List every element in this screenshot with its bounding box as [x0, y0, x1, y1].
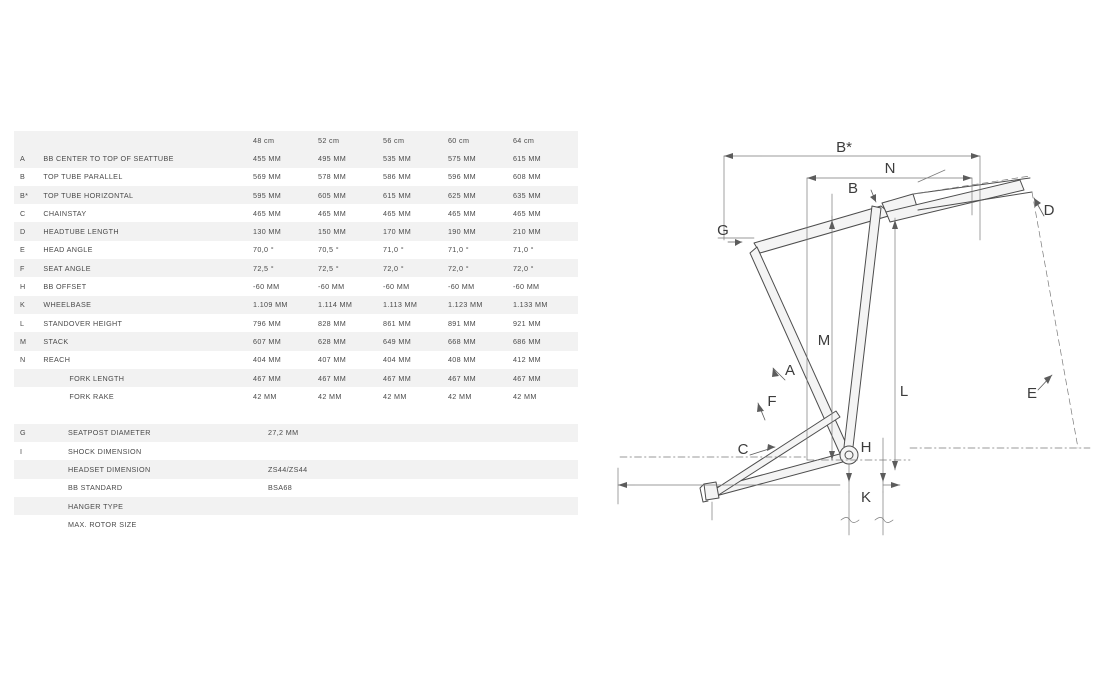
table-row: [14, 222, 578, 240]
row-value: 796 MM: [253, 314, 318, 332]
row-code: D: [14, 222, 43, 240]
row-value: 408 MM: [448, 351, 513, 369]
spacer-cell: [14, 405, 578, 423]
row-value: 404 MM: [253, 351, 318, 369]
row-value: 72,0 °: [383, 259, 448, 277]
label-a: A: [784, 362, 796, 379]
table-row: [14, 314, 578, 332]
row-value: 42 MM: [318, 387, 383, 405]
row-value: 1.133 MM: [513, 296, 578, 314]
row-code: [14, 497, 42, 515]
header-code: [14, 131, 43, 149]
row-label: HANGER TYPE: [42, 497, 268, 515]
header-label: [43, 131, 253, 149]
table-row: [14, 241, 578, 259]
row-value: 70,5 °: [318, 241, 383, 259]
row-code: F: [14, 259, 43, 277]
row-value: 467 MM: [448, 369, 513, 387]
row-value: 668 MM: [448, 332, 513, 350]
table-body-secondary: [14, 424, 578, 534]
label-d: D: [1043, 202, 1055, 219]
geometry-table-main: [14, 131, 578, 424]
row-label: FORK RAKE: [43, 387, 253, 405]
row-value: 605 MM: [318, 186, 383, 204]
row-label: TOP TUBE HORIZONTAL: [43, 186, 253, 204]
table-row: [14, 351, 578, 369]
row-value-merged: ZS44/ZS44: [268, 460, 578, 478]
row-label: BB OFFSET: [43, 277, 253, 295]
geometry-table: [14, 131, 578, 534]
row-code: [14, 460, 42, 478]
row-value: 404 MM: [383, 351, 448, 369]
row-value: 71,0 °: [513, 241, 578, 259]
row-value: 628 MM: [318, 332, 383, 350]
row-value: 130 MM: [253, 222, 318, 240]
label-l: L: [899, 383, 909, 400]
row-label: SEATPOST DIAMETER: [42, 424, 268, 442]
row-value: 467 MM: [253, 369, 318, 387]
row-value: 210 MM: [513, 222, 578, 240]
table-row: [14, 369, 578, 387]
label-m: M: [817, 332, 831, 349]
row-value: 412 MM: [513, 351, 578, 369]
row-value: -60 MM: [253, 277, 318, 295]
row-value: 72,0 °: [513, 259, 578, 277]
row-value: 150 MM: [318, 222, 383, 240]
label-c: C: [737, 441, 749, 458]
row-label: FORK LENGTH: [43, 369, 253, 387]
row-value-merged: BSA68: [268, 479, 578, 497]
table-row: [14, 442, 578, 460]
row-value: 1.113 MM: [383, 296, 448, 314]
row-value: 575 MM: [448, 149, 513, 167]
row-code: B: [14, 168, 43, 186]
row-label: MAX. ROTOR SIZE: [42, 515, 268, 533]
row-value: 465 MM: [318, 204, 383, 222]
label-h: H: [860, 439, 872, 456]
row-code: A: [14, 149, 43, 167]
header-size-1: 52 cm: [318, 131, 383, 149]
label-b: B: [847, 180, 859, 197]
header-size-0: 48 cm: [253, 131, 318, 149]
row-value: 828 MM: [318, 314, 383, 332]
row-value: 586 MM: [383, 168, 448, 186]
row-code: [14, 479, 42, 497]
label-n: N: [884, 160, 896, 177]
label-g: G: [717, 222, 729, 239]
row-value: 921 MM: [513, 314, 578, 332]
row-value: 686 MM: [513, 332, 578, 350]
row-value: -60 MM: [383, 277, 448, 295]
row-value: 625 MM: [448, 186, 513, 204]
row-value: 467 MM: [383, 369, 448, 387]
row-code: [14, 387, 43, 405]
row-value-merged: [268, 442, 578, 460]
row-value: 72,5 °: [253, 259, 318, 277]
row-label: HEADSET DIMENSION: [42, 460, 268, 478]
table-row: [14, 259, 578, 277]
row-label: SHOCK DIMENSION: [42, 442, 268, 460]
table-row: [14, 168, 578, 186]
table-row: [14, 424, 578, 442]
label-f: F: [767, 393, 777, 410]
table-header-row: [14, 131, 578, 149]
row-code: G: [14, 424, 42, 442]
label-k: K: [860, 489, 872, 506]
table-row: [14, 515, 578, 533]
row-value: 608 MM: [513, 168, 578, 186]
row-code: E: [14, 241, 43, 259]
row-code: [14, 515, 42, 533]
row-label: TOP TUBE PARALLEL: [43, 168, 253, 186]
row-value: 42 MM: [383, 387, 448, 405]
table-header: [14, 131, 578, 149]
row-value: 495 MM: [318, 149, 383, 167]
geometry-table-secondary: [14, 424, 578, 534]
row-value: 42 MM: [448, 387, 513, 405]
row-value: 170 MM: [383, 222, 448, 240]
row-value: -60 MM: [448, 277, 513, 295]
table-row: [14, 186, 578, 204]
row-code: C: [14, 204, 43, 222]
row-value: -60 MM: [513, 277, 578, 295]
row-value: 596 MM: [448, 168, 513, 186]
table-row: [14, 332, 578, 350]
header-size-3: 60 cm: [448, 131, 513, 149]
row-code: I: [14, 442, 42, 460]
row-value: 615 MM: [513, 149, 578, 167]
row-label: HEADTUBE LENGTH: [43, 222, 253, 240]
row-code: H: [14, 277, 43, 295]
row-value: 1.123 MM: [448, 296, 513, 314]
row-value: 467 MM: [318, 369, 383, 387]
row-value: 635 MM: [513, 186, 578, 204]
row-label: STACK: [43, 332, 253, 350]
table-spacer-row: [14, 405, 578, 423]
row-label: BB CENTER TO TOP OF SEATTUBE: [43, 149, 253, 167]
row-label: REACH: [43, 351, 253, 369]
label-e: E: [1026, 385, 1038, 402]
table-row: [14, 497, 578, 515]
bike-geometry-diagram: [600, 120, 1110, 560]
table-row: [14, 460, 578, 478]
row-value: 72,0 °: [448, 259, 513, 277]
table-row: [14, 296, 578, 314]
row-value: 71,0 °: [383, 241, 448, 259]
row-value: 70,0 °: [253, 241, 318, 259]
table-row: [14, 479, 578, 497]
table-row: [14, 204, 578, 222]
row-value: 465 MM: [383, 204, 448, 222]
row-label: BB STANDARD: [42, 479, 268, 497]
row-label: SEAT ANGLE: [43, 259, 253, 277]
row-value: 1.109 MM: [253, 296, 318, 314]
row-value: 649 MM: [383, 332, 448, 350]
row-value: 72,5 °: [318, 259, 383, 277]
row-value: 861 MM: [383, 314, 448, 332]
table-row: [14, 277, 578, 295]
row-label: HEAD ANGLE: [43, 241, 253, 259]
table-body-main: [14, 149, 578, 423]
row-code: B*: [14, 186, 43, 204]
row-value: 42 MM: [253, 387, 318, 405]
row-label: STANDOVER HEIGHT: [43, 314, 253, 332]
row-value: 595 MM: [253, 186, 318, 204]
row-value: 467 MM: [513, 369, 578, 387]
row-value: 190 MM: [448, 222, 513, 240]
table-row: [14, 149, 578, 167]
row-value: 578 MM: [318, 168, 383, 186]
row-value: -60 MM: [318, 277, 383, 295]
header-size-2: 56 cm: [383, 131, 448, 149]
row-code: K: [14, 296, 43, 314]
row-value: 71,0 °: [448, 241, 513, 259]
row-value: 455 MM: [253, 149, 318, 167]
row-value: 407 MM: [318, 351, 383, 369]
row-value: 569 MM: [253, 168, 318, 186]
label-b-star: B*: [836, 139, 852, 156]
row-value: 535 MM: [383, 149, 448, 167]
row-code: M: [14, 332, 43, 350]
table-row: [14, 387, 578, 405]
row-value: 607 MM: [253, 332, 318, 350]
row-value: 42 MM: [513, 387, 578, 405]
row-value-merged: [268, 497, 578, 515]
row-value-merged: 27,2 MM: [268, 424, 578, 442]
row-value-merged: [268, 515, 578, 533]
row-value: 891 MM: [448, 314, 513, 332]
row-value: 1.114 MM: [318, 296, 383, 314]
row-value: 615 MM: [383, 186, 448, 204]
header-size-4: 64 cm: [513, 131, 578, 149]
row-code: L: [14, 314, 43, 332]
row-code: N: [14, 351, 43, 369]
row-label: WHEELBASE: [43, 296, 253, 314]
row-code: [14, 369, 43, 387]
row-value: 465 MM: [253, 204, 318, 222]
row-value: 465 MM: [448, 204, 513, 222]
row-value: 465 MM: [513, 204, 578, 222]
row-label: CHAINSTAY: [43, 204, 253, 222]
